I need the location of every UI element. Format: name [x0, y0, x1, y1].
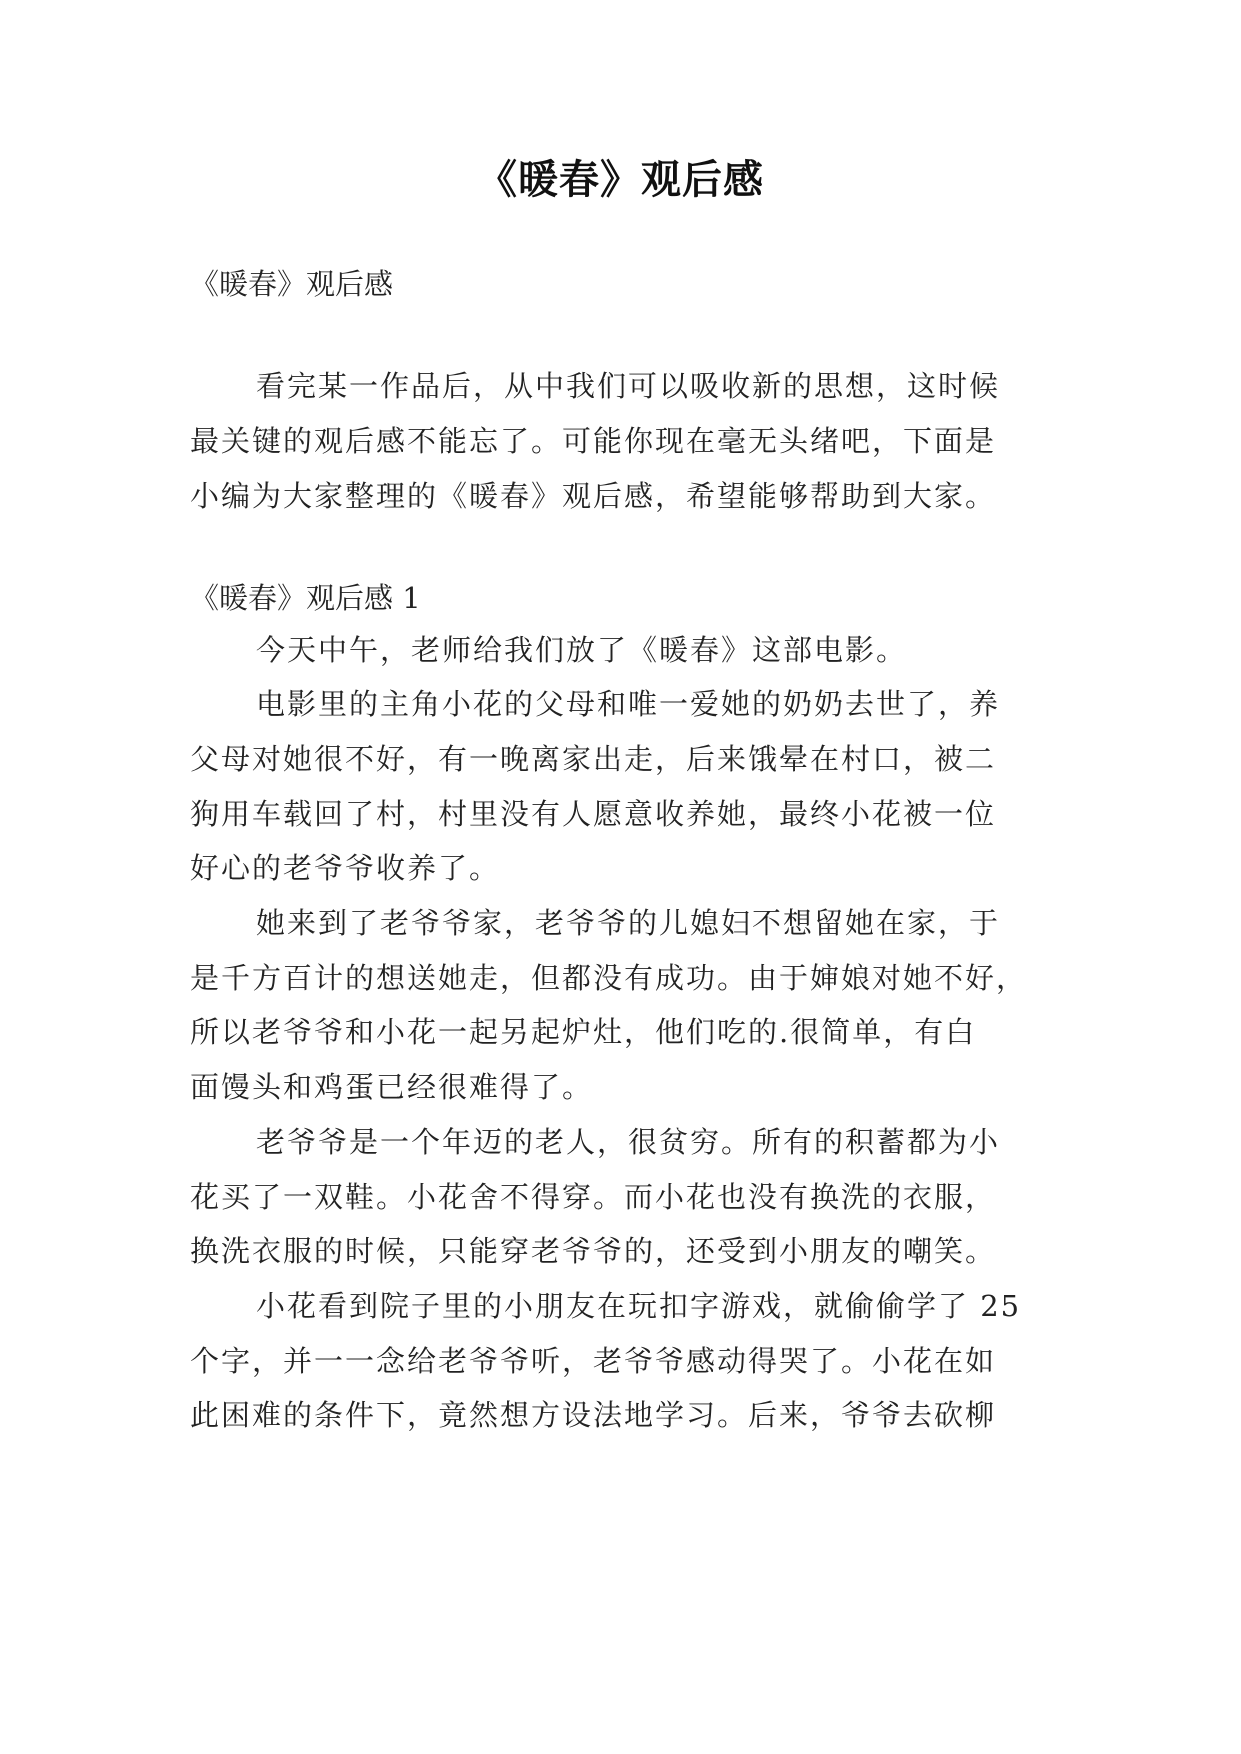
paragraph-line: 换洗衣服的时候，只能穿老爷爷的，还受到小朋友的嘲笑。 [190, 1234, 997, 1268]
intro-line: 小编为大家整理的《暖春》观后感，希望能够帮助到大家。 [190, 479, 997, 513]
paragraph-line: 花买了一双鞋。小花舍不得穿。而小花也没有换洗的衣服， [190, 1180, 997, 1214]
paragraph-line: 是千方百计的想送她走，但都没有成功。由于婶娘对她不好， [190, 961, 1028, 995]
paragraph-line: 她来到了老爷爷家，老爷爷的儿媳妇不想留她在家，于 [256, 906, 1001, 940]
paragraph-line: 小花看到院子里的小朋友在玩扣字游戏，就偷偷学了 25 [256, 1289, 1022, 1323]
paragraph-line: 面馒头和鸡蛋已经很难得了。 [190, 1070, 594, 1104]
document-title: 《暖春》观后感 [477, 156, 764, 203]
paragraph-line: 父母对她很不好，有一晚离家出走，后来饿晕在村口，被二 [190, 742, 997, 776]
paragraph-line: 此困难的条件下，竟然想方设法地学习。后来，爷爷去砍柳 [190, 1398, 997, 1432]
paragraph-line: 所以老爷爷和小花一起另起炉灶，他们吃的.很简单，有白 [190, 1015, 977, 1049]
paragraph-line: 狗用车载回了村，村里没有人愿意收养她，最终小花被一位 [190, 797, 997, 831]
intro-line: 最关键的观后感不能忘了。可能你现在毫无头绪吧，下面是 [190, 424, 997, 458]
section-heading: 《暖春》观后感 1 [190, 581, 421, 615]
intro-line: 看完某一作品后，从中我们可以吸收新的思想，这时候 [256, 369, 1001, 403]
paragraph-line: 个字，并一一念给老爷爷听，老爷爷感动得哭了。小花在如 [190, 1344, 997, 1378]
document-subtitle: 《暖春》观后感 [190, 267, 394, 301]
paragraph-line: 今天中午，老师给我们放了《暖春》这部电影。 [256, 633, 908, 667]
paragraph-line: 电影里的主角小花的父母和唯一爱她的奶奶去世了，养 [256, 687, 1001, 721]
paragraph-line: 好心的老爷爷收养了。 [190, 851, 501, 885]
paragraph-line: 老爷爷是一个年迈的老人，很贫穷。所有的积蓄都为小 [256, 1125, 1001, 1159]
